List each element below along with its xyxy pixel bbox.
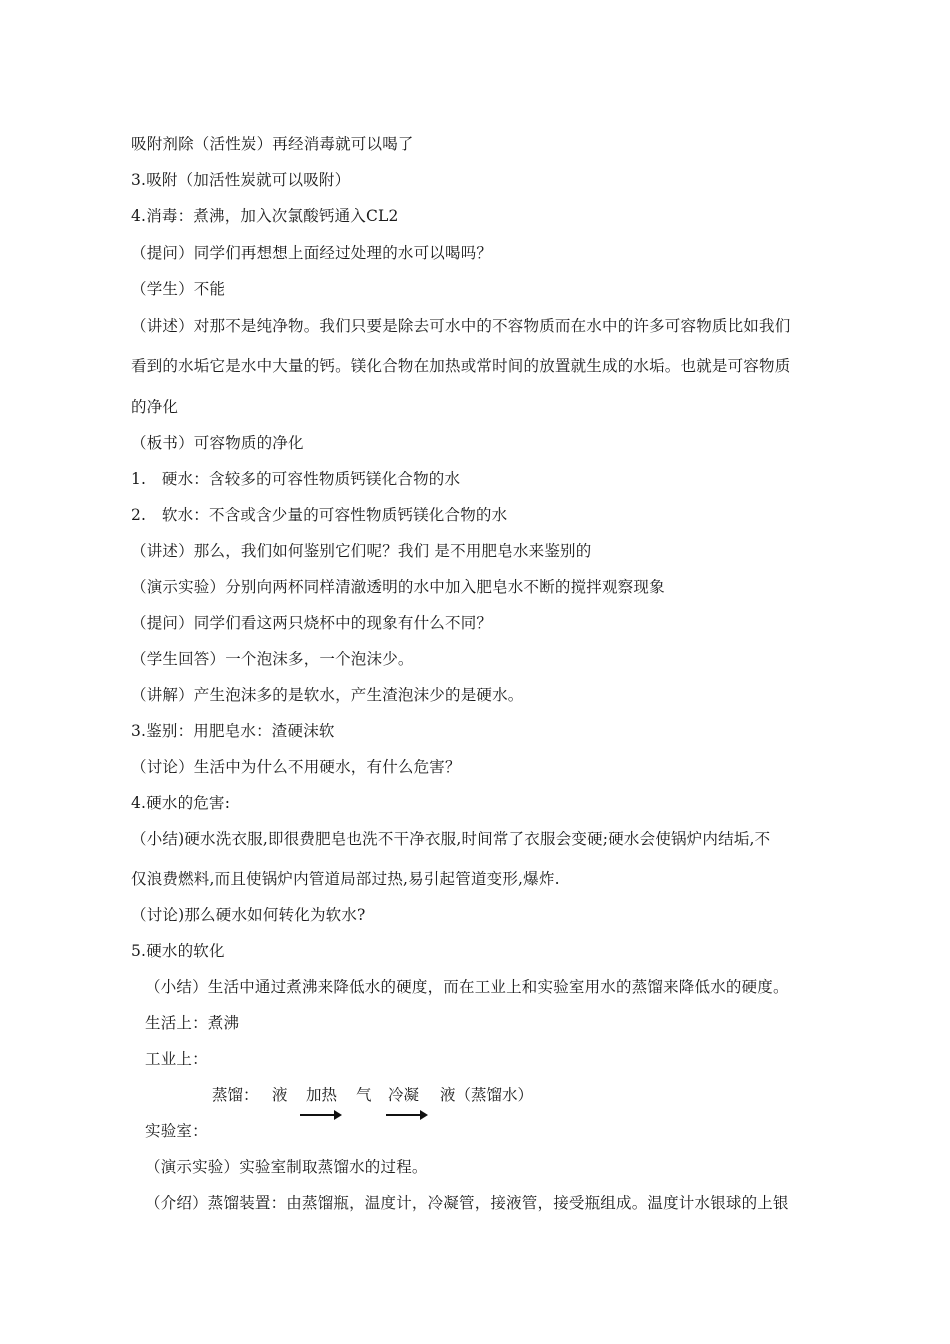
distillation-diagram <box>212 1083 572 1107</box>
liquid-label: 液 <box>272 1086 288 1104</box>
text-line: （小结)硬水洗衣服,即很费肥皂也洗不干净衣服,时间常了衣服会变硬;硬水会使锅炉内结垢,不 <box>131 830 771 848</box>
text-line: 吸附剂除（活性炭）再经消毒就可以喝了 <box>131 135 414 153</box>
text-line: 看到的水垢它是水中大量的钙。镁化合物在加热或常时间的放置就生成的水垢。也就是可容物质 <box>131 357 791 375</box>
text-line: 实验室： <box>145 1122 208 1140</box>
text-line: 的净化 <box>131 398 179 416</box>
text-line: （讨论）生活中为什么不用硬水，有什么危害？ <box>131 758 461 776</box>
text-line: 生活上：煮沸 <box>145 1014 240 1032</box>
distillation-label: 蒸馏： <box>212 1086 259 1104</box>
gas-label: 气 <box>356 1086 372 1104</box>
text-line: （小结）生活中通过煮沸来降低水的硬度，而在工业上和实验室用水的蒸馏来降低水的硬度。 <box>145 978 789 996</box>
text-line: （讨论)那么硬水如何转化为软水? <box>131 906 366 924</box>
condense-label: 冷凝 <box>388 1086 420 1104</box>
text-line: 仅浪费燃料,而且使锅炉内管道局部过热,易引起管道变形,爆炸. <box>131 870 560 888</box>
text-line: 4.消毒：煮沸，加入次氯酸钙通入CL2 <box>131 207 399 225</box>
text-line: （讲述）那么，我们如何鉴别它们呢？我们 是不用肥皂水来鉴别的 <box>131 542 592 560</box>
text-line: （板书）可容物质的净化 <box>131 434 304 452</box>
text-line: 3.鉴别：用肥皂水：渣硬沫软 <box>131 722 335 740</box>
heat-arrow-icon <box>300 1114 340 1116</box>
condense-arrow-icon <box>386 1114 426 1116</box>
text-line: （提问）同学们再想想上面经过处理的水可以喝吗？ <box>131 244 493 262</box>
text-line: （演示实验）实验室制取蒸馏水的过程。 <box>145 1158 428 1176</box>
text-line: 5.硬水的软化 <box>131 942 225 960</box>
text-line: （学生回答）一个泡沫多，一个泡沫少。 <box>131 650 414 668</box>
text-line: 1. 硬水：含较多的可容性物质钙镁化合物的水 <box>131 470 461 488</box>
text-line: 2. 软水：不含或含少量的可容性物质钙镁化合物的水 <box>131 506 508 524</box>
text-line: （讲解）产生泡沫多的是软水，产生渣泡沫少的是硬水。 <box>131 686 524 704</box>
text-line: （讲述）对那不是纯净物。我们只要是除去可水中的不容物质而在水中的许多可容物质比如我们 <box>131 317 791 335</box>
text-line: 3.吸附（加活性炭就可以吸附） <box>131 171 351 189</box>
text-line: （学生）不能 <box>131 280 226 298</box>
product-label: 液（蒸馏水） <box>440 1086 534 1104</box>
text-line: （演示实验）分别向两杯同样清澈透明的水中加入肥皂水不断的搅拌观察现象 <box>131 578 665 596</box>
text-line: （提问）同学们看这两只烧杯中的现象有什么不同？ <box>131 614 493 632</box>
text-line: （介绍）蒸馏装置：由蒸馏瓶，温度计，冷凝管，接液管，接受瓶组成。温度计水银球的上银 <box>145 1194 789 1212</box>
text-line: 4.硬水的危害: <box>131 794 231 812</box>
heat-label: 加热 <box>306 1086 338 1104</box>
text-line: 工业上： <box>145 1050 208 1068</box>
